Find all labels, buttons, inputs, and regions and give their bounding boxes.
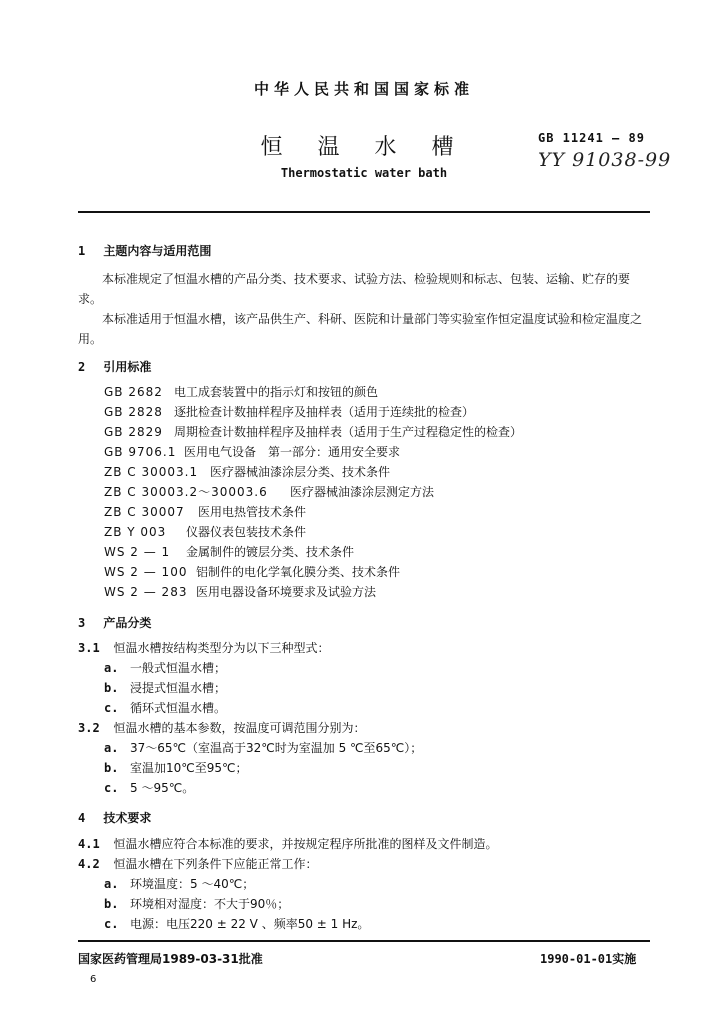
clause-text: 恒温水槽在下列条件下应能正常工作： <box>113 857 318 871</box>
reference-item <box>104 383 378 400</box>
reference-item <box>104 583 376 600</box>
list-item <box>104 876 254 892</box>
clause-number: 3.1 <box>78 641 100 655</box>
approval-statement: 国家医药管理局1989-03-31批准 <box>78 952 263 966</box>
section-4-heading <box>78 810 151 826</box>
reference-code: ZB C 30003.2～30003.6 <box>104 485 268 499</box>
list-item-text: 5 ～95℃。 <box>130 781 195 795</box>
clause-3-1 <box>78 640 330 656</box>
list-marker: b. <box>104 681 119 695</box>
clause-text: 恒温水槽的基本参数，按温度可调范围分别为： <box>113 721 366 735</box>
list-item-text: 循环式恒温水槽。 <box>130 701 227 715</box>
reference-code: ZB C 30003.1 <box>104 465 199 479</box>
section-1-paragraph-2: 本标准适用于恒温水槽，该产品供生产、科研、医院和计量部门等实验室作恒定温度试验和检定温度之用。 <box>78 312 643 346</box>
reference-code: WS 2 — 283 <box>104 585 188 599</box>
list-marker: c. <box>104 701 119 715</box>
footer-divider <box>78 940 650 942</box>
reference-title: 医疗器械油漆涂层分类、技术条件 <box>210 465 391 479</box>
effective-date: 1990-01-01实施 <box>540 952 637 966</box>
list-item-text: 环境相对湿度：不大于90％； <box>130 897 290 911</box>
reference-item <box>104 543 354 560</box>
reference-title: 仪器仪表包装技术条件 <box>186 525 307 539</box>
list-item <box>104 660 226 676</box>
reference-title: 铝制件的电化学氧化膜分类、技术条件 <box>196 565 401 579</box>
list-item-text: 一般式恒温水槽； <box>130 661 227 675</box>
reference-title: 医疗器械油漆涂层测定方法 <box>290 485 435 499</box>
reference-code: GB 2682 <box>104 385 163 399</box>
section-2-heading <box>78 359 151 375</box>
clause-number: 4.2 <box>78 857 100 871</box>
reference-title: 周期检查计数抽样程序及抽样表（适用于生产过程稳定性的检查） <box>174 425 523 439</box>
section-number: 1 <box>78 244 86 258</box>
clause-3-2 <box>78 720 366 736</box>
reference-code: WS 2 — 100 <box>104 565 188 579</box>
clause-4-2 <box>78 856 318 872</box>
section-title: 主题内容与适用范围 <box>103 244 212 258</box>
list-marker: c. <box>104 917 119 931</box>
list-item <box>104 740 422 756</box>
section-3-heading <box>78 615 151 631</box>
standard-title-en: Thermostatic water bath <box>280 166 448 180</box>
list-item-text: 环境温度：5 ～40℃； <box>130 877 255 891</box>
list-item-text: 室温加10℃至95℃； <box>130 761 248 775</box>
list-item <box>104 700 226 716</box>
reference-item <box>104 523 306 540</box>
reference-item <box>104 423 522 440</box>
reference-item <box>104 463 390 480</box>
list-marker: b. <box>104 897 119 911</box>
reference-title: 逐批检查计数抽样程序及抽样表（适用于连续批的检查） <box>174 405 475 419</box>
list-item <box>104 680 226 696</box>
clause-text: 恒温水槽按结构类型分为以下三种型式： <box>113 641 330 655</box>
section-title: 产品分类 <box>103 616 152 630</box>
clause-text: 恒温水槽应符合本标准的要求，并按规定程序所批准的图样及文件制造。 <box>113 837 498 851</box>
reference-item <box>104 483 434 500</box>
reference-code: GB 2828 <box>104 405 163 419</box>
reference-code: GB 9706.1 <box>104 445 177 459</box>
clause-number: 4.1 <box>78 837 100 851</box>
section-title: 技术要求 <box>103 811 152 825</box>
issuing-authority-heading: 中华人民共和国国家标准 <box>253 80 474 98</box>
list-item <box>104 896 289 912</box>
section-1-heading <box>78 243 211 259</box>
list-item <box>104 916 369 932</box>
clause-number: 3.2 <box>78 721 100 735</box>
reference-code: ZB Y 003 <box>104 525 167 539</box>
reference-title: 电工成套装置中的指示灯和按钮的颜色 <box>174 385 379 399</box>
list-item-text: 电源：电压220 ± 22 V 、频率50 ± 1 Hz。 <box>130 917 370 931</box>
list-item <box>104 780 194 796</box>
reference-title: 金属制件的镀层分类、技术条件 <box>186 545 355 559</box>
section-number: 2 <box>78 360 86 374</box>
list-item <box>104 760 248 776</box>
reference-title: 医用电热管技术条件 <box>198 505 307 519</box>
reference-item <box>104 443 400 460</box>
list-marker: a. <box>104 741 119 755</box>
reference-item <box>104 503 306 520</box>
list-item-text: 37～65℃（室温高于32℃时为室温加 5 ℃至65℃）； <box>130 741 423 755</box>
standard-number: GB 11241 — 89 <box>538 131 645 145</box>
section-number: 3 <box>78 616 86 630</box>
clause-4-1 <box>78 836 498 852</box>
list-marker: a. <box>104 661 119 675</box>
reference-code: GB 2829 <box>104 425 163 439</box>
reference-title: 医用电气设备 第一部分：通用安全要求 <box>184 445 401 459</box>
page-number: 6 <box>90 974 97 985</box>
reference-item <box>104 563 400 580</box>
reference-code: ZB C 30007 <box>104 505 185 519</box>
list-item-text: 浸提式恒温水槽； <box>130 681 227 695</box>
section-number: 4 <box>78 811 86 825</box>
header-divider <box>78 211 650 213</box>
list-marker: c. <box>104 781 119 795</box>
reference-code: WS 2 — 1 <box>104 545 171 559</box>
section-title: 引用标准 <box>103 360 152 374</box>
list-marker: b. <box>104 761 119 775</box>
standard-title-cn: 恒 温 水 槽 <box>260 135 468 160</box>
section-1-paragraph-1: 本标准规定了恒温水槽的产品分类、技术要求、试验方法、检验规则和标志、包装、运输、贮存的要求。 <box>78 272 631 306</box>
reference-title: 医用电器设备环境要求及试验方法 <box>196 585 377 599</box>
list-marker: a. <box>104 877 119 891</box>
reference-item <box>104 403 474 420</box>
handwritten-standard-number: YY 91038-99 <box>538 149 672 171</box>
